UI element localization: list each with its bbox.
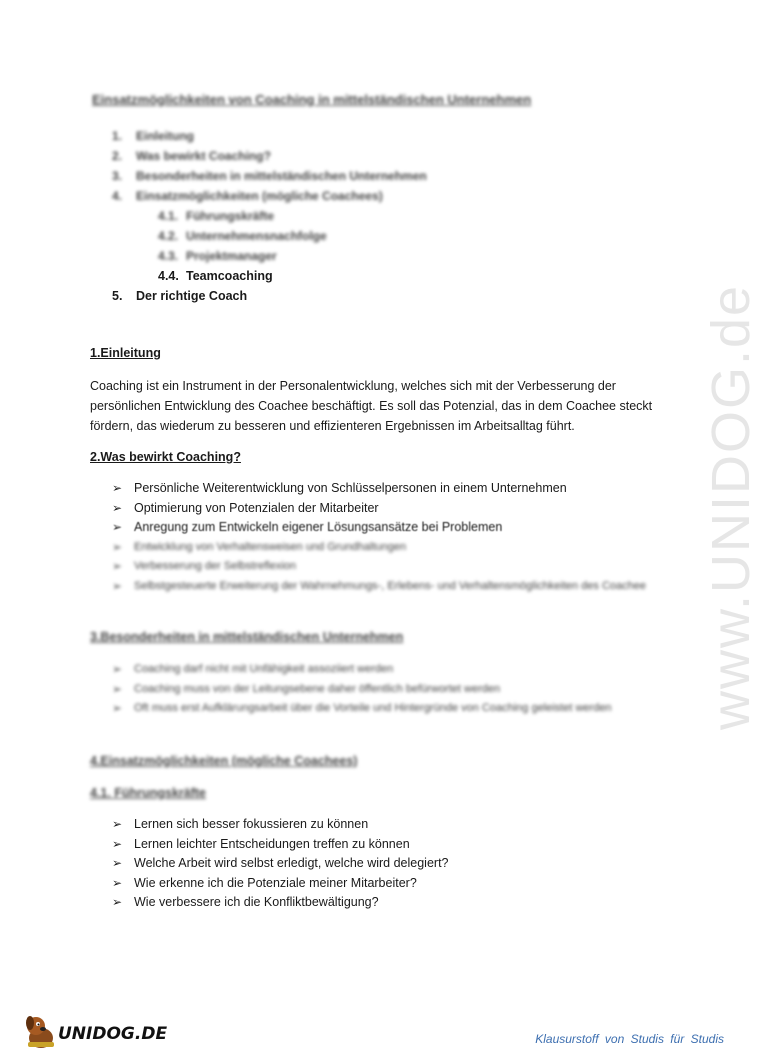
bullet-list (112, 660, 672, 719)
toc-item: 3. Besonderheiten in mittelständischen Unternehmen (112, 169, 427, 183)
toc-item: 4. Einsatzmöglichkeiten (mögliche Coachees) (112, 189, 383, 203)
bullet-list (112, 815, 672, 913)
section-heading: 3.Besonderheiten in mittelständischen Unternehmen (90, 630, 404, 644)
arrow-bullet-icon: ➢ (112, 539, 123, 554)
list-item: ➢ Entwicklung von Verhaltensweisen und Grundhaltungen (112, 538, 672, 558)
list-item: ➢ Coaching darf nicht mit Unfähigkeit assoziiert werden (112, 660, 672, 680)
list-item: ➢ Anregung zum Entwickeln eigener Lösungsansätze bei Problemen (112, 518, 672, 538)
list-item: ➢ Welche Arbeit wird selbst erledigt, welche wird delegiert? (112, 854, 672, 874)
toc-item: 1. Einleitung (112, 129, 194, 143)
paragraph-line: Coaching ist ein Instrument in der Personalentwicklung, welches sich mit der Verbesserung der (90, 379, 616, 393)
toc-subitem: 4.1. Führungskräfte (158, 209, 275, 223)
document-title: Einsatzmöglichkeiten von Coaching in mittelständischen Unternehmen (92, 92, 532, 107)
arrow-bullet-icon: ➢ (112, 875, 123, 890)
section-heading: 2.Was bewirkt Coaching? (90, 450, 241, 464)
paragraph (90, 376, 660, 436)
toc-item: 5. Der richtige Coach (112, 289, 248, 303)
arrow-bullet-icon: ➢ (112, 681, 123, 696)
dog-mascot-icon (22, 1012, 62, 1052)
toc-item: 2. Was bewirkt Coaching? (112, 149, 271, 163)
toc-subitem: 4.4. Teamcoaching (158, 269, 273, 283)
arrow-bullet-icon: ➢ (112, 578, 123, 593)
list-item: ➢ Selbstgesteuerte Erweiterung der Wahrnehmungs-, Erlebens- und Verhaltensmöglichkeiten des Coachee (112, 577, 672, 597)
toc-subitem: 4.2. Unternehmensnachfolge (158, 229, 327, 243)
list-item: ➢ Lernen leichter Entscheidungen treffen zu können (112, 835, 672, 855)
table-of-contents (112, 126, 632, 306)
watermark: www.UNIDOG.de (701, 283, 761, 730)
arrow-bullet-icon: ➢ (112, 836, 123, 851)
list-item: ➢ Wie erkenne ich die Potenziale meiner Mitarbeiter? (112, 874, 672, 894)
arrow-bullet-icon: ➢ (112, 500, 123, 515)
toc-subitem: 4.3. Projektmanager (158, 249, 277, 263)
list-item: ➢ Persönliche Weiterentwicklung von Schlüsselpersonen in einem Unternehmen (112, 479, 672, 499)
logo-text: UNIDOG.DE (58, 1024, 168, 1044)
list-item: ➢ Verbesserung der Selbstreflexion (112, 557, 672, 577)
arrow-bullet-icon: ➢ (112, 895, 123, 909)
arrow-bullet-icon: ➢ (112, 662, 123, 676)
arrow-bullet-icon: ➢ (112, 481, 123, 495)
paragraph-line: persönlichen Entwicklung des Coachee beschäftigt. Es soll das Potenzial, das in dem Coachee steckt (90, 399, 653, 413)
section-heading: 1.Einleitung (90, 346, 161, 360)
unidog-logo (22, 1012, 168, 1052)
arrow-bullet-icon: ➢ (112, 520, 123, 534)
list-item: ➢ Lernen sich besser fokussieren zu können (112, 815, 672, 835)
arrow-bullet-icon: ➢ (112, 817, 123, 831)
bullet-list (112, 479, 672, 596)
arrow-bullet-icon: ➢ (112, 856, 123, 870)
list-item: ➢ Optimierung von Potenzialen der Mitarbeiter (112, 499, 672, 519)
list-item: ➢ Oft muss erst Aufklärungsarbeit über die Vorteile und Hintergründe von Coaching geleistet werden (112, 699, 672, 719)
section-heading: 4.Einsatzmöglichkeiten (mögliche Coachees) (90, 754, 358, 768)
arrow-bullet-icon: ➢ (112, 559, 123, 573)
list-item: ➢ Coaching muss von der Leitungsebene daher öffentlich befürwortet werden (112, 680, 672, 700)
list-item: ➢ Wie verbessere ich die Konfliktbewältigung? (112, 893, 672, 913)
arrow-bullet-icon: ➢ (112, 701, 123, 715)
footer-tagline: Klausurstoff von Studis für Studis (535, 1032, 724, 1046)
paragraph-line: fördern, das wiederum zu besseren und effizienteren Ergebnissen im Arbeitsalltag führt. (90, 419, 575, 433)
subsection-heading: 4.1. Führungskräfte (90, 786, 206, 800)
